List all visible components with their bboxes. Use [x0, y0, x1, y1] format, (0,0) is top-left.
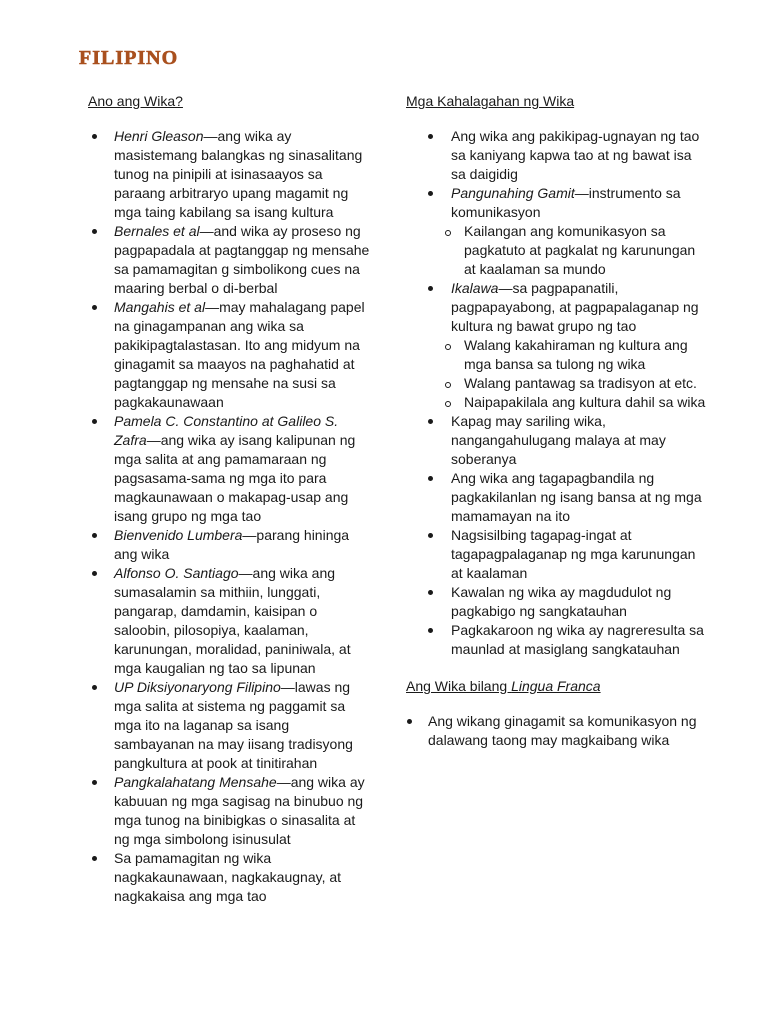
list-item [88, 298, 372, 412]
list-item [88, 526, 372, 564]
item-text: Sa pamamagitan ng wika nagkakaunawaan, nagkakaugnay, at nagkakaisa ang mga tao [114, 850, 342, 904]
sub-list-item: Kailangan ang komunikasyon sa pagkatuto at pagkalat ng karunungan at kaalaman sa mundo [406, 222, 706, 279]
list-item [88, 849, 372, 906]
section-heading-ano-ang-wika: Ano ang Wika? [88, 93, 183, 109]
item-term: Pamela C. Constantino at Galileo S. Zafra [114, 413, 339, 448]
item-text: —parang hininga ang wika [114, 527, 350, 562]
list-item [88, 127, 372, 222]
right-column [406, 92, 706, 750]
item-term: Mangahis et al [114, 299, 206, 315]
item-text: Pagkakaroon ng wika ay nagreresulta sa maunlad at masiglang sangkatauhan [451, 622, 704, 657]
definition-list [88, 127, 372, 906]
item-term: Henri Gleason [114, 128, 204, 144]
item-term: UP Diksiyonaryong Filipino [114, 679, 281, 695]
sub-list-item: Walang kakahiraman ng kultura ang mga bansa sa tulong ng wika [406, 336, 706, 374]
item-text: —instrumento sa komunikasyon [451, 185, 681, 220]
item-text: —ang wika ay masistemang balangkas ng sinasalitang tunog na pinipili at isinasaayos sa paraang arbitraryo upang magamit ng mga taing kabilang sa isang kultura [114, 128, 363, 220]
sub-list [406, 222, 706, 279]
importance-list [406, 127, 706, 659]
list-item [406, 412, 706, 469]
item-term: Alfonso O. Santiago [114, 565, 239, 581]
item-text: —sa pagpapanatili, pagpapayabong, at pagpapalaganap ng kultura ng bawat grupo ng tao [451, 280, 699, 334]
list-item [406, 469, 706, 526]
list-item [88, 564, 372, 678]
page-title: FILIPINO [79, 47, 179, 69]
list-item [88, 412, 372, 526]
item-term: Bernales et al [114, 223, 200, 239]
item-text: —ang wika ay kabuuan ng mga sagisag na binubuo ng mga tunog na binibigkas o sinasalita at ng mga simbolong isinusulat [114, 774, 365, 847]
list-item: Ang wikang ginagamit sa komunikasyon ng dalawang taong may magkaibang wika [406, 712, 706, 750]
list-item [88, 678, 372, 773]
item-text: Nagsisilbing tagapag-ingat at tagapagpalaganap ng mga karunungan at kaalaman [451, 527, 696, 581]
item-text: Kapag may sariling wika, nangangahulugang malaya at may soberanya [451, 413, 666, 467]
list-item [406, 621, 706, 659]
item-text: —ang wika ay isang kalipunan ng mga salita at ang pamamaraan ng pagsasama-sama ng mga ito para magkaunawaan o makapag-usap ang isang grupo ng mga tao [114, 432, 356, 524]
list-item [406, 526, 706, 583]
list-item [406, 127, 706, 184]
item-term: Ikalawa [451, 280, 499, 296]
list-item [406, 583, 706, 621]
item-term: Pangunahing Gamit [451, 185, 575, 201]
item-text: —and wika ay proseso ng pagpapadala at pagtanggap ng mensahe sa pamamagitan g simbolikong cues na maaring berbal o di-berbal [114, 223, 370, 296]
item-text: Ang wika ang tagapagbandila ng pagkakilanlan ng isang bansa at ng mga mamamayan na ito [451, 470, 702, 524]
section-heading-lingua-franca: Ang Wika bilang Lingua Franca [406, 678, 601, 694]
list-item [406, 279, 706, 336]
item-term: Bienvenido Lumbera [114, 527, 243, 543]
section-heading-kahalagahan: Mga Kahalagahan ng Wika [406, 93, 575, 109]
list-item [88, 222, 372, 298]
item-term: Pangkalahatang Mensahe [114, 774, 277, 790]
list-item [88, 773, 372, 849]
sub-list [406, 336, 706, 412]
item-text: Kawalan ng wika ay magdudulot ng pagkabigo ng sangkatauhan [451, 584, 672, 619]
lingua-franca-list [406, 712, 706, 750]
item-text: —lawas ng mga salita at sistema ng paggamit sa mga ito na laganap sa isang sambayanan na may iisang tradisyong pangkultura at pook at tinitirahan [114, 679, 353, 771]
sub-list-item: Naipapakilala ang kultura dahil sa wika [406, 393, 706, 412]
list-item [406, 184, 706, 222]
left-column [88, 92, 372, 906]
item-text: Ang wika ang pakikipag-ugnayan ng tao sa kaniyang kapwa tao at ng bawat isa sa daigidig [451, 128, 700, 182]
item-text: —ang wika ang sumasalamin sa mithiin, lunggati, pangarap, damdamin, kaisipan o saloobin, pilosopiya, kaalaman, karunungan, moralidad, paniniwala, at mga kaugalian ng tao sa lipunan [114, 565, 351, 676]
item-text: —may mahalagang papel na ginagampanan ang wika sa pakikipagtalastasan. Ito ang midyum na ginagamit sa maayos na paghahatid at pagtanggap ng mensahe na susi sa pagkakaunawaan [114, 299, 365, 410]
sub-list-item: Walang pantawag sa tradisyon at etc. [406, 374, 706, 393]
